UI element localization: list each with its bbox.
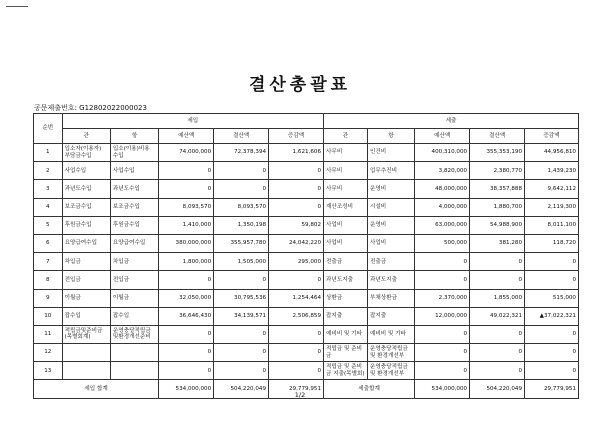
- income-gwan-cell: 요양급여수입: [62, 234, 110, 252]
- income-settlement-cell: 0: [214, 344, 269, 362]
- table-row: [34, 198, 579, 216]
- expense-gwan-cell: 사무비: [324, 162, 368, 180]
- income-settlement-cell: 1,350,198: [214, 216, 269, 234]
- income-total-budget: 534,000,000: [159, 380, 214, 398]
- row-number-cell: 5: [34, 216, 63, 234]
- income-settlement-cell: 355,957,780: [214, 234, 269, 252]
- income-settlement-cell: 1,505,000: [214, 253, 269, 271]
- income-settlement-cell: 34,139,571: [214, 307, 269, 325]
- header-expense-settlement: 결산액: [470, 129, 525, 144]
- header-expense-hang: 항: [367, 129, 414, 144]
- header-income-gwan: 관: [62, 129, 110, 144]
- income-budget-cell: 1,410,000: [159, 216, 214, 234]
- expense-settlement-cell: 54,988,900: [470, 216, 525, 234]
- table-row: [34, 271, 579, 289]
- expense-total-diff: 29,779,951: [525, 380, 579, 398]
- income-budget-cell: 380,000,000: [159, 234, 214, 252]
- expense-diff-cell: 9,642,112: [525, 180, 579, 198]
- expense-settlement-cell: 355,353,190: [470, 144, 525, 162]
- income-diff-cell: 0: [269, 180, 324, 198]
- expense-budget-cell: 48,000,000: [415, 180, 470, 198]
- expense-settlement-cell: 0: [470, 362, 525, 380]
- expense-diff-cell: 515,000: [525, 289, 579, 307]
- expense-gwan-cell: 잡지출: [324, 307, 368, 325]
- table-row: [34, 307, 579, 325]
- income-gwan-cell: 전입금: [62, 271, 110, 289]
- expense-diff-cell: 0: [525, 253, 579, 271]
- row-number-cell: 7: [34, 253, 63, 271]
- expense-budget-cell: 12,000,000: [415, 307, 470, 325]
- table-row: [34, 344, 579, 362]
- expense-gwan-cell: 적립금 및 준비금 지출(목별회): [324, 362, 368, 380]
- expense-gwan-cell: 상환금: [324, 289, 368, 307]
- expense-hang-cell: 전출금: [367, 253, 414, 271]
- table-row: [34, 180, 579, 198]
- expense-diff-cell: 0: [525, 271, 579, 289]
- income-hang-cell: 사업수입: [110, 162, 158, 180]
- expense-gwan-cell: 예비비 및 기타: [324, 325, 368, 343]
- expense-gwan-cell: 사무비: [324, 144, 368, 162]
- expense-budget-cell: 500,000: [415, 234, 470, 252]
- income-budget-cell: 0: [159, 362, 214, 380]
- expense-hang-cell: 운영비: [367, 216, 414, 234]
- expense-hang-cell: 업무추진비: [367, 162, 414, 180]
- expense-settlement-cell: 0: [470, 271, 525, 289]
- income-hang-cell: 후원금수입: [110, 216, 158, 234]
- income-budget-cell: 8,093,570: [159, 198, 214, 216]
- income-gwan-cell: 이월금: [62, 289, 110, 307]
- income-hang-cell: 이월금: [110, 289, 158, 307]
- expense-budget-cell: 0: [415, 253, 470, 271]
- expense-hang-cell: 과년도지출: [367, 271, 414, 289]
- header-income: 세입: [62, 114, 323, 129]
- expense-hang-cell: 인건비: [367, 144, 414, 162]
- expense-gwan-cell: 사업비: [324, 234, 368, 252]
- expense-gwan-cell: 적립금 및 준비금: [324, 344, 368, 362]
- header-income-diff: 증감액: [269, 129, 324, 144]
- page-title: 결산총괄표: [248, 75, 352, 95]
- expense-diff-cell: 8,011,100: [525, 216, 579, 234]
- header-row-groups: [34, 114, 579, 129]
- expense-settlement-cell: 0: [470, 325, 525, 343]
- table-row: [34, 362, 579, 380]
- expense-settlement-cell: 0: [470, 253, 525, 271]
- table-row: [34, 325, 579, 343]
- row-number-cell: 13: [34, 362, 63, 380]
- row-number-cell: 8: [34, 271, 63, 289]
- expense-budget-cell: 2,370,000: [415, 289, 470, 307]
- income-hang-cell: [110, 344, 158, 362]
- expense-budget-cell: 3,820,000: [415, 162, 470, 180]
- expense-diff-cell: 1,439,230: [525, 162, 579, 180]
- income-gwan-cell: 적립금및준비금 (목별회계): [62, 325, 110, 343]
- income-hang-cell: 전입금: [110, 271, 158, 289]
- header-income-settlement: 결산액: [214, 129, 269, 144]
- header-expense-diff: 증감액: [525, 129, 579, 144]
- table-row: [34, 144, 579, 162]
- expense-total-settlement: 504,220,049: [470, 380, 525, 398]
- expense-settlement-cell: 1,880,700: [470, 198, 525, 216]
- expense-budget-cell: 0: [415, 271, 470, 289]
- expense-hang-cell: 시설비: [367, 198, 414, 216]
- income-budget-cell: 36,646,430: [159, 307, 214, 325]
- expense-settlement-cell: 0: [470, 344, 525, 362]
- row-number-cell: 1: [34, 144, 63, 162]
- header-row-columns: [34, 129, 579, 144]
- expense-budget-cell: 0: [415, 344, 470, 362]
- expense-diff-cell: 2,119,300: [525, 198, 579, 216]
- expense-hang-cell: 예비비 및 기타: [367, 325, 414, 343]
- income-budget-cell: 0: [159, 271, 214, 289]
- expense-gwan-cell: 과년도지출: [324, 271, 368, 289]
- corner-mark: [6, 6, 28, 7]
- income-settlement-cell: 8,093,570: [214, 198, 269, 216]
- expense-diff-cell: 0: [525, 362, 579, 380]
- income-hang-cell: [110, 362, 158, 380]
- expense-total-budget: 534,000,000: [415, 380, 470, 398]
- expense-settlement-cell: 49,022,321: [470, 307, 525, 325]
- settlement-summary-table: [33, 113, 579, 399]
- income-diff-cell: 295,000: [269, 253, 324, 271]
- table-row: [34, 216, 579, 234]
- expense-gwan-cell: 사무비: [324, 180, 368, 198]
- row-number-cell: 4: [34, 198, 63, 216]
- income-budget-cell: 0: [159, 162, 214, 180]
- document-number: 공문제출번호: G12802022000023: [34, 104, 147, 112]
- header-expense: 세출: [324, 114, 579, 129]
- income-gwan-cell: [62, 362, 110, 380]
- expense-settlement-cell: 38,357,888: [470, 180, 525, 198]
- income-gwan-cell: 차입금: [62, 253, 110, 271]
- income-hang-cell: 과년도수입: [110, 180, 158, 198]
- expense-hang-cell: 운영비: [367, 180, 414, 198]
- income-gwan-cell: 과년도수입: [62, 180, 110, 198]
- expense-hang-cell: 잡지출: [367, 307, 414, 325]
- income-settlement-cell: 0: [214, 362, 269, 380]
- income-diff-cell: 2,506,859: [269, 307, 324, 325]
- header-income-hang: 항: [110, 129, 158, 144]
- expense-diff-cell: 0: [525, 325, 579, 343]
- income-settlement-cell: 0: [214, 162, 269, 180]
- row-number-cell: 10: [34, 307, 63, 325]
- income-diff-cell: 24,042,220: [269, 234, 324, 252]
- expense-gwan-cell: 전출금: [324, 253, 368, 271]
- expense-gwan-cell: 사업비: [324, 216, 368, 234]
- expense-total-label: 세출합계: [324, 380, 415, 398]
- row-number-cell: 9: [34, 289, 63, 307]
- table-row: [34, 234, 579, 252]
- income-budget-cell: 32,050,000: [159, 289, 214, 307]
- income-diff-cell: 0: [269, 362, 324, 380]
- income-budget-cell: 1,800,000: [159, 253, 214, 271]
- table-row: [34, 289, 579, 307]
- income-settlement-cell: 0: [214, 180, 269, 198]
- header-income-budget: 예산액: [159, 129, 214, 144]
- income-settlement-cell: 0: [214, 325, 269, 343]
- row-number-cell: 2: [34, 162, 63, 180]
- income-gwan-cell: 입소자(이용자) 부담금수입: [62, 144, 110, 162]
- income-hang-cell: 잡수입: [110, 307, 158, 325]
- income-total-settlement: 504,220,049: [214, 380, 269, 398]
- expense-budget-cell: 0: [415, 362, 470, 380]
- income-diff-cell: 0: [269, 198, 324, 216]
- table-row: [34, 253, 579, 271]
- table-row: [34, 162, 579, 180]
- income-budget-cell: 74,000,000: [159, 144, 214, 162]
- income-hang-cell: 보조금수입: [110, 198, 158, 216]
- expense-hang-cell: 부채상환금: [367, 289, 414, 307]
- page-number: 1/2: [294, 391, 306, 399]
- income-diff-cell: 1,621,606: [269, 144, 324, 162]
- income-diff-cell: 1,254,464: [269, 289, 324, 307]
- income-gwan-cell: 후원금수입: [62, 216, 110, 234]
- expense-budget-cell: 400,310,000: [415, 144, 470, 162]
- income-gwan-cell: 보조금수입: [62, 198, 110, 216]
- income-settlement-cell: 72,378,394: [214, 144, 269, 162]
- expense-diff-cell: 0: [525, 344, 579, 362]
- income-diff-cell: 0: [269, 325, 324, 343]
- income-settlement-cell: 30,795,536: [214, 289, 269, 307]
- income-hang-cell: 차입금: [110, 253, 158, 271]
- expense-hang-cell: 사업비: [367, 234, 414, 252]
- income-hang-cell: 요양급여수입: [110, 234, 158, 252]
- row-number-cell: 11: [34, 325, 63, 343]
- income-budget-cell: 0: [159, 325, 214, 343]
- income-total-diff: 29,779,951: [269, 380, 324, 398]
- expense-hang-cell: 운영충당적립금 및 환경개선부: [367, 362, 414, 380]
- income-diff-cell: 59,802: [269, 216, 324, 234]
- expense-diff-cell: ▲37,022,321: [525, 307, 579, 325]
- header-expense-gwan: 관: [324, 129, 368, 144]
- income-hang-cell: 운영충당적립금 및환경개선준비: [110, 325, 158, 343]
- expense-budget-cell: 63,000,000: [415, 216, 470, 234]
- expense-settlement-cell: 381,280: [470, 234, 525, 252]
- expense-budget-cell: 0: [415, 325, 470, 343]
- income-gwan-cell: [62, 344, 110, 362]
- header-expense-budget: 예산액: [415, 129, 470, 144]
- header-seq: 순번: [34, 114, 63, 144]
- income-budget-cell: 0: [159, 344, 214, 362]
- income-hang-cell: 입소(이용)비용 수입: [110, 144, 158, 162]
- expense-hang-cell: 운영충당적립금 및 환경개선부: [367, 344, 414, 362]
- row-number-cell: 3: [34, 180, 63, 198]
- income-diff-cell: 0: [269, 271, 324, 289]
- expense-settlement-cell: 2,380,770: [470, 162, 525, 180]
- income-budget-cell: 0: [159, 180, 214, 198]
- expense-gwan-cell: 재산조성비: [324, 198, 368, 216]
- income-gwan-cell: 사업수입: [62, 162, 110, 180]
- income-diff-cell: 0: [269, 162, 324, 180]
- expense-diff-cell: 44,956,810: [525, 144, 579, 162]
- row-number-cell: 12: [34, 344, 63, 362]
- income-gwan-cell: 잡수입: [62, 307, 110, 325]
- row-number-cell: 6: [34, 234, 63, 252]
- expense-diff-cell: 118,720: [525, 234, 579, 252]
- income-settlement-cell: 0: [214, 271, 269, 289]
- income-total-label: 세입 합계: [34, 380, 159, 398]
- expense-budget-cell: 4,000,000: [415, 198, 470, 216]
- expense-settlement-cell: 1,855,000: [470, 289, 525, 307]
- income-diff-cell: 0: [269, 344, 324, 362]
